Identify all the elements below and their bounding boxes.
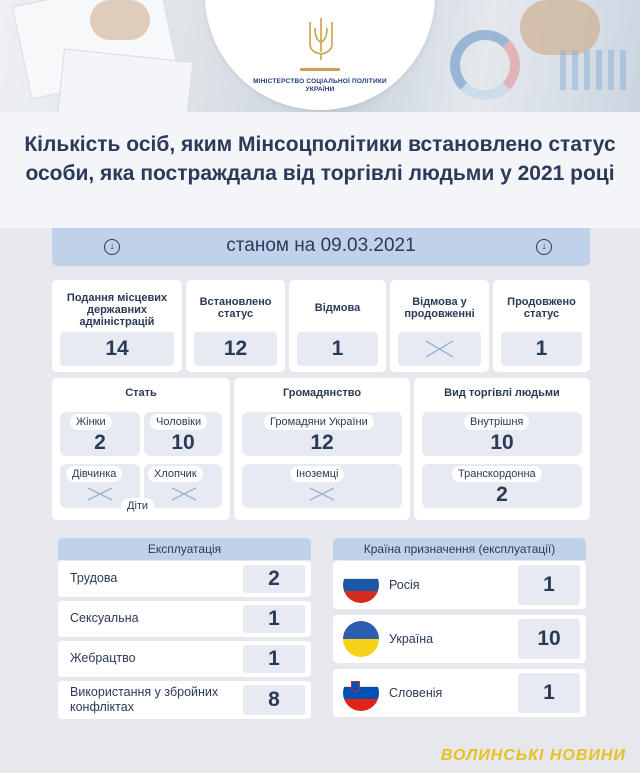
date-bar xyxy=(52,228,590,266)
boy-label: Хлопчик xyxy=(148,466,203,482)
status-card xyxy=(289,280,386,372)
gender-panel xyxy=(52,378,230,520)
men-label: Чоловіки xyxy=(150,414,207,430)
destination-label: Росія xyxy=(389,578,420,592)
exploitation-label: Використання у збройних конфліктах xyxy=(70,685,219,714)
cross-icon xyxy=(398,332,481,366)
status-card xyxy=(186,280,285,372)
status-value: 1 xyxy=(297,332,378,366)
destination-row xyxy=(333,669,586,717)
ukrainians-box xyxy=(242,412,402,456)
exploitation-value: 8 xyxy=(243,685,305,715)
internal-label: Внутрішня xyxy=(464,414,529,430)
status-label: Продовжено статус xyxy=(507,296,576,320)
status-value: 14 xyxy=(60,332,174,366)
foreigners-label: Іноземці xyxy=(290,466,344,482)
exploitation-row xyxy=(58,681,311,719)
cross-icon xyxy=(170,486,198,502)
internal-box xyxy=(422,412,582,456)
status-label: Подання місцевих державних адміністрацій xyxy=(66,292,168,328)
trident-icon xyxy=(306,14,336,62)
brand-watermark: ВОЛИНСЬКІ НОВИНИ xyxy=(440,747,626,764)
exploitation-label: Сексуальна xyxy=(70,611,139,625)
exploitation-row xyxy=(58,561,311,597)
cross-icon xyxy=(86,486,114,502)
status-label: Відмова xyxy=(314,302,361,314)
ukraine-flag-icon xyxy=(343,621,379,657)
gender-title: Стать xyxy=(125,387,157,399)
logo-underline xyxy=(300,68,340,71)
destination-row xyxy=(333,561,586,609)
exploitation-label: Жебрацтво xyxy=(70,651,136,665)
exploitation-value: 1 xyxy=(243,645,305,673)
exploitation-value: 1 xyxy=(243,605,305,633)
status-value-empty xyxy=(398,332,481,366)
destination-row xyxy=(333,615,586,663)
exploitation-title: Експлуатація xyxy=(58,538,311,560)
transnational-value: 2 xyxy=(496,483,508,506)
arrow-down-icon: ↓ xyxy=(104,239,120,255)
status-card xyxy=(493,280,590,372)
date-label: станом на 09.03.2021 xyxy=(226,235,416,256)
internal-value: 10 xyxy=(490,431,514,454)
bar-chart-image xyxy=(560,50,630,90)
page-title: Кількість осіб, яким Мінсоцполітики встановлено статус особи, яка постраждала від торгівлі людьми у 2021 році xyxy=(24,133,616,185)
women-value: 2 xyxy=(94,431,106,454)
citizenship-title: Громадянство xyxy=(282,387,362,399)
ukrainians-value: 12 xyxy=(310,431,334,454)
ukrainians-label: Громадяни України xyxy=(264,414,374,430)
women-label: Жінки xyxy=(70,414,112,430)
status-card xyxy=(52,280,182,372)
boy-box xyxy=(144,464,222,508)
destination-value: 1 xyxy=(518,565,580,605)
status-card xyxy=(390,280,489,372)
cross-icon xyxy=(308,486,336,502)
citizenship-panel xyxy=(234,378,410,520)
status-label: Встановлено статус xyxy=(199,296,272,320)
destination-label: Україна xyxy=(389,632,434,646)
arrow-down-icon: ↓ xyxy=(536,239,552,255)
girl-label: Дівчинка xyxy=(66,466,122,482)
exploitation-row xyxy=(58,641,311,677)
destination-title: Країна призначення (експлуатації) xyxy=(333,538,586,560)
russia-flag-icon xyxy=(343,567,379,603)
exploitation-value: 2 xyxy=(243,565,305,593)
exploitation-label: Трудова xyxy=(70,571,118,585)
destination-value: 10 xyxy=(518,619,580,659)
exploitation-row xyxy=(58,601,311,637)
trafficking-type-panel xyxy=(414,378,590,520)
trafficking-type-title: Вид торгівлі людьми xyxy=(444,387,560,399)
foreigners-box xyxy=(242,464,402,508)
destination-value: 1 xyxy=(518,673,580,713)
men-value: 10 xyxy=(171,431,195,454)
children-label: Діти xyxy=(121,498,154,514)
status-value: 12 xyxy=(194,332,277,366)
women-box xyxy=(60,412,140,456)
destination-label: Словенія xyxy=(389,686,443,700)
status-label: Відмова у продовженні xyxy=(404,296,475,320)
pie-chart-image xyxy=(450,30,520,100)
status-value: 1 xyxy=(501,332,582,366)
slovenia-flag-icon xyxy=(343,675,379,711)
transnational-label: Транскордонна xyxy=(452,466,542,482)
ministry-name: МІНІСТЕРСТВО СОЦІАЛЬНОЇ ПОЛІТИКИ УКРАЇНИ xyxy=(253,78,387,93)
transnational-box xyxy=(422,464,582,508)
men-box xyxy=(144,412,222,456)
